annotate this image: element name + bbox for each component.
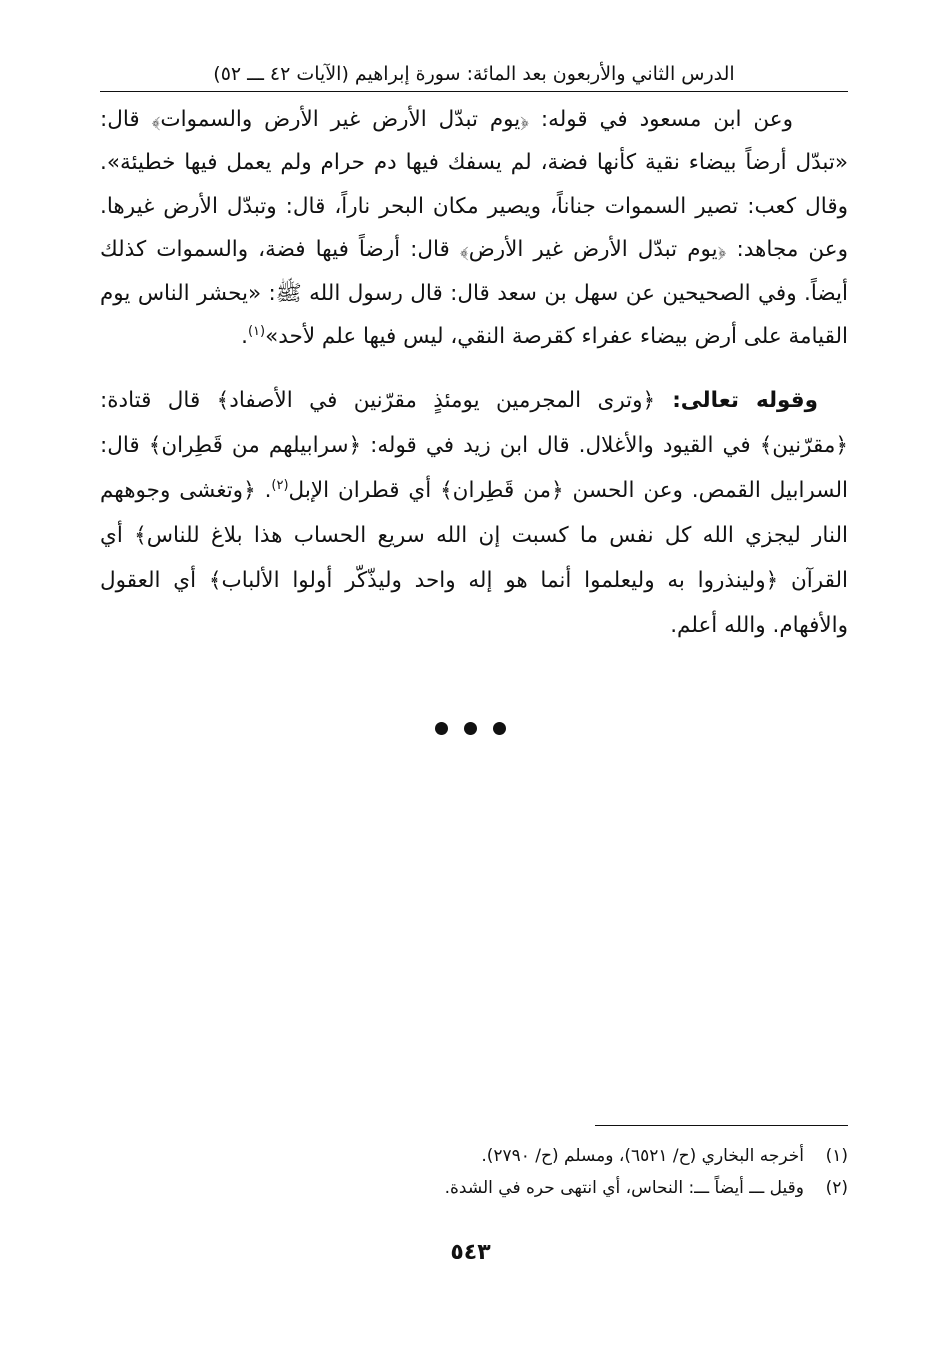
footnotes: [200, 1140, 848, 1204]
text-span: في القيود والأغلال. قال ابن زيد في قوله:: [361, 433, 760, 459]
text-span: وعن ابن مسعود في قوله:: [529, 107, 793, 132]
quran-verse: ﴿ولينذروا به وليعلموا أنما هو إله واحد وليذّكّر أولوا الألباب﴾: [208, 568, 779, 594]
text-span: أي العقول والأفهام. والله أعلم.: [100, 568, 848, 639]
quran-verse: ﴿وتغشى وجوههم النار ليجزي الله كل نفس ما كسبت إن الله سريع الحساب هذا بلاغ للناس﴾: [100, 478, 848, 549]
text-span: .: [255, 478, 272, 504]
separator-dot: [493, 722, 506, 735]
body-text: [100, 98, 848, 648]
footnote-2: [200, 1172, 848, 1204]
footnote-number: (٢): [825, 1178, 848, 1198]
separator-dot: [464, 722, 477, 735]
quran-verse: ﴿وترى المجرمين يومئذٍ مقرّنين في الأصفاد﴾: [216, 388, 656, 414]
footnote-ref-1: (١): [247, 323, 266, 339]
text-span: .: [241, 324, 248, 350]
section-lead: وقوله تعالى:: [655, 388, 818, 414]
text-span: قال: «تبدّل أرضاً بيضاء نقية كأنها فضة، لم يسفك فيها دم حرام ولم يعمل فيها خطيئة». وقال كعب: تصير السموات جناناً، ويصير مكان البحر ناراً، قال: وتبدّل الأرض غيرها. وعن مجاهد:: [100, 107, 848, 263]
separator-dot: [435, 722, 448, 735]
text-span: أي قطران الإبل: [288, 478, 441, 504]
paragraph-2: [100, 378, 848, 648]
footnote-ref-2: (٢): [271, 478, 289, 494]
footnote-text: أخرجه البخاري (ح/ ٦٥٢١)، ومسلم (ح/ ٢٧٩٠).: [481, 1146, 804, 1166]
quran-verse: ﴿يوم تبدّل الأرض غير الأرض﴾: [459, 237, 727, 263]
text-span: أي القرآن: [100, 523, 848, 594]
quran-verse: ﴿من قَطِران﴾: [440, 478, 564, 504]
quran-verse: ﴿مقرّنين﴾: [759, 433, 848, 459]
running-header: الدرس الثاني والأربعون بعد المائة: سورة إبراهيم (الآيات ٤٢ ـــ ٥٢): [213, 63, 735, 85]
footnote-text: وقيل ـــ أيضاً ـــ: النحاس، أي انتهى حره في الشدة.: [444, 1178, 804, 1198]
page-number: ٥٤٣: [450, 1240, 491, 1265]
quran-verse: ﴿سرابيلهم من قَطِران﴾: [148, 433, 362, 459]
footnote-number: (١): [825, 1146, 848, 1166]
header-rule: [100, 91, 848, 92]
text-span: قال: أرضاً فيها فضة، والسموات كذلك أيضاً. وفي الصحيحين عن سهل بن سعد قال: قال رسول الله ﷺ: «يحشر الناس يوم القيامة على أرض بيضاء عفراء كقرصة النقي، ليس فيها علم لأحد»: [100, 237, 848, 350]
quran-verse: ﴿يوم تبدّل الأرض غير الأرض والسموات﴾: [151, 107, 530, 132]
footnote-rule: [595, 1125, 848, 1126]
paragraph-1: [100, 98, 848, 358]
text-span: قال قتادة:: [100, 388, 217, 414]
section-separator: [0, 722, 941, 735]
footnote-1: [200, 1140, 848, 1172]
text-span: قال: السرابيل القمص. وعن الحسن: [100, 433, 848, 504]
